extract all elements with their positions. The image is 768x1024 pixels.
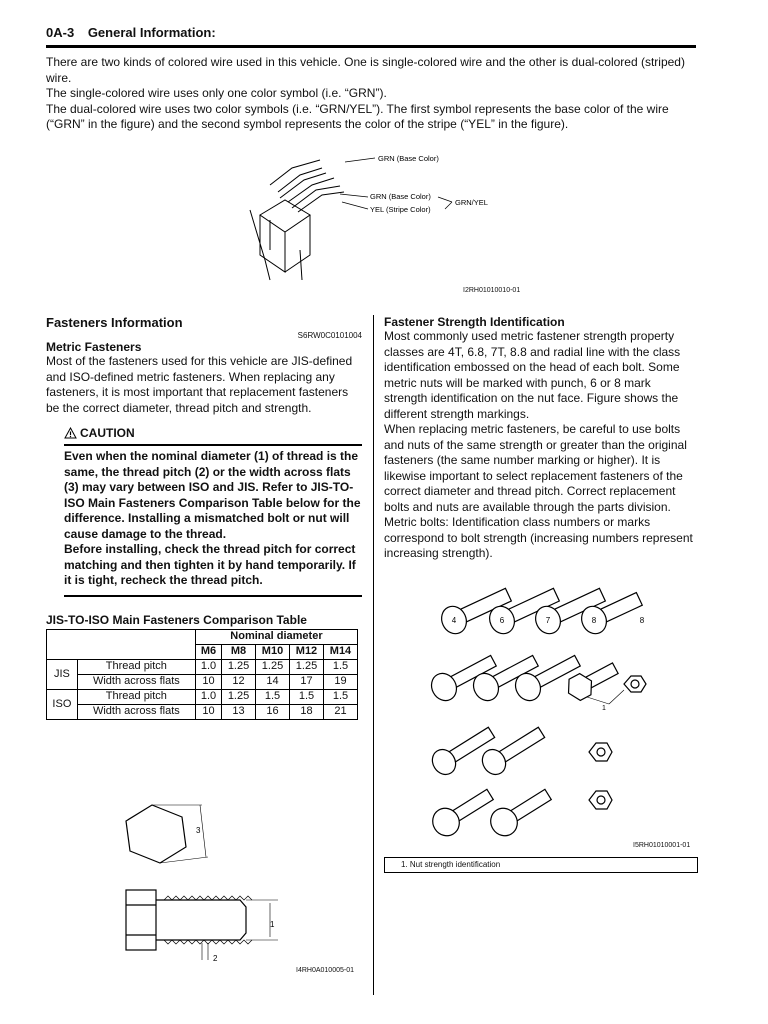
table-cell: 1.0 (195, 659, 221, 674)
figure-legend (384, 857, 698, 873)
head-mark-7: 7 (545, 616, 551, 625)
caution-paragraph-1: Even when the nominal diameter (1) of thread is the same, the thread pitch (2) or the width across flats (3) may vary between ISO and JIS. Refer to JIS-TO-ISO Main Fasteners Comparison Table below for the difference. Installing a mismatched bolt or nut will cause damage to the thread. (64, 449, 361, 541)
label-grn-base: GRN (Base Color) (370, 192, 431, 201)
section-reference-code: S6RW0C0101004 (297, 331, 362, 340)
table-cell: 1.0 (195, 689, 221, 704)
standard-cell: JIS (47, 659, 78, 689)
table-cell: 1.5 (323, 689, 357, 704)
table-cell: 1.25 (256, 659, 290, 674)
table-header-row (47, 629, 358, 644)
page-title: General Information: (87, 25, 216, 40)
caution-box (64, 426, 362, 597)
table-corner-cell (47, 629, 196, 659)
size-header: M14 (323, 644, 357, 659)
caution-paragraph-2: Before installing, check the thread pitch for correct matching and then tighten it by hand temporarily. If it is tight, recheck the thread pitch. (64, 542, 356, 587)
row-label: Width across flats (77, 674, 195, 689)
table-cell: 1.5 (256, 689, 290, 704)
wire-figure-code: I2RH01010010-01 (463, 287, 521, 294)
standard-cell: ISO (47, 689, 78, 719)
legend-item: 1. Nut strength identification (401, 860, 501, 869)
table-cell: 1.5 (290, 689, 324, 704)
wire-color-figure (240, 140, 540, 295)
table-row (47, 689, 358, 704)
row-label: Thread pitch (77, 659, 195, 674)
head-mark-8a: 8 (591, 616, 597, 625)
caution-title: CAUTION (80, 426, 135, 440)
label-grn-yel: GRN/YEL (455, 198, 488, 207)
bolt-figure-code: I4RH0A010005-01 (296, 967, 354, 974)
head-mark-4t: 4 (451, 616, 457, 625)
wire-intro (46, 55, 696, 133)
table-cell: 19 (323, 674, 357, 689)
column-divider (373, 315, 374, 995)
caution-header (64, 426, 362, 446)
table-cell: 1.25 (290, 659, 324, 674)
fastener-strength-figure (424, 572, 704, 852)
fasteners-section (46, 315, 362, 720)
table-row (47, 659, 358, 674)
table-cell: 14 (256, 674, 290, 689)
table-cell: 10 (195, 704, 221, 719)
fasteners-heading: Fasteners Information (46, 315, 183, 330)
strength-paragraph-3: Metric bolts: Identification class numbers or marks correspond to bolt strength (increasing numbers represent increasing strength). (384, 515, 693, 560)
size-header: M6 (195, 644, 221, 659)
metric-fasteners-heading: Metric Fasteners (46, 340, 142, 354)
table-cell: 16 (256, 704, 290, 719)
strength-paragraph-2: When replacing metric fasteners, be careful to use bolts and nuts of the same strength or greater than the original fasteners (the same number marking or higher). It is likewise important to select replacement fasteners of the correct diameter and thread pitch. Correct replacement bolts and nuts are available through the parts division. (384, 422, 687, 514)
page-number: 0A-3 (46, 25, 75, 40)
table-cell: 17 (290, 674, 324, 689)
table-cell: 12 (222, 674, 256, 689)
page-header (46, 25, 696, 48)
callout-2: 2 (213, 954, 218, 963)
intro-paragraph-2: The single-colored wire uses only one color symbol (i.e. “GRN”). (46, 86, 387, 100)
table-cell: 1.5 (323, 659, 357, 674)
table-cell: 18 (290, 704, 324, 719)
nominal-diameter-header: Nominal diameter (195, 629, 357, 644)
size-header: M12 (290, 644, 324, 659)
table-row (47, 674, 358, 689)
row-label: Width across flats (77, 704, 195, 719)
caution-text (64, 446, 362, 597)
strength-figure-code: I5RH01010001-01 (633, 842, 691, 849)
size-header: M10 (256, 644, 290, 659)
intro-paragraph-3: The dual-colored wire uses two color symbols (i.e. “GRN/YEL”). The first symbol represents the base color of the wire (“GRN” in the figure) and the second symbol represents the color of the stripe (“YEL” in the figure). (46, 101, 669, 131)
comparison-table-title: JIS-TO-ISO Main Fasteners Comparison Table (46, 612, 307, 627)
table-cell: 10 (195, 674, 221, 689)
size-header: M8 (222, 644, 256, 659)
warning-icon (64, 427, 77, 439)
bolt-dimension-figure (110, 795, 370, 980)
comparison-table (46, 629, 358, 720)
label-grn-base-top: GRN (Base Color) (378, 154, 439, 163)
table-cell: 1.25 (222, 689, 256, 704)
strength-paragraph-1: Most commonly used metric fastener strength property classes are 4T, 6.8, 7T, 8.8 and radial line with the class identification embossed on the head of each bolt. Some metric nuts will be marked with punch, 6 or 8 mark strength identification on the nut face. Figure shows the different strength markings. (384, 329, 681, 421)
head-mark-8b: 8 (639, 616, 645, 625)
table-cell: 13 (222, 704, 256, 719)
callout-3: 3 (196, 826, 201, 835)
table-cell: 21 (323, 704, 357, 719)
head-mark-6: 6 (499, 616, 505, 625)
metric-fasteners-text: Most of the fasteners used for this vehicle are JIS-defined and ISO-defined metric fasteners. When replacing any fasteners, it is most important that replacement fasteners be the correct diameter, thread pitch and strength. (46, 354, 353, 415)
table-cell: 1.25 (222, 659, 256, 674)
label-yel-stripe: YEL (Stripe Color) (370, 205, 431, 214)
table-row (47, 704, 358, 719)
nut-callout: 1 (602, 705, 606, 712)
row-label: Thread pitch (77, 689, 195, 704)
strength-section (384, 315, 696, 562)
strength-heading: Fastener Strength Identification (384, 315, 565, 329)
intro-paragraph-1: There are two kinds of colored wire used in this vehicle. One is single-colored wire and the other is dual-colored (striped) wire. (46, 55, 685, 85)
callout-1: 1 (270, 920, 275, 929)
